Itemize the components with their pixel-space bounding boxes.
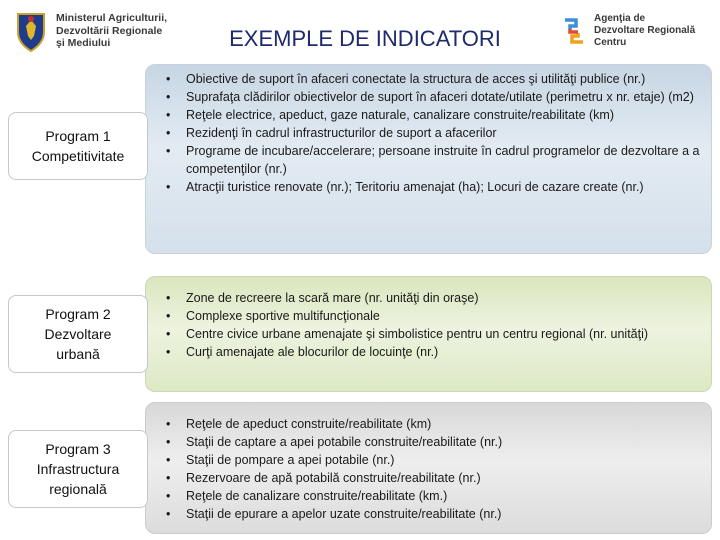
program-row-1 <box>0 64 720 254</box>
indicator-list-1 <box>166 70 706 196</box>
list-item: • Reţele electrice, apeduct, gaze naturale, canalizare construite/reabilitate (km) <box>166 106 706 124</box>
program-3-name-line-2: Infrastructura <box>36 461 120 477</box>
indicator-list-2 <box>166 289 706 361</box>
program-1-name-line-2: Competitivitate <box>31 148 125 164</box>
agency-name-line-2: Dezvoltare Regională <box>594 25 696 36</box>
ministry-name-line-3: şi Mediului <box>56 37 111 50</box>
program-1-name-line-1: Program 1 <box>45 128 111 144</box>
program-2-name-line-1: Program 2 <box>45 306 111 322</box>
page-title: EXEMPLE DE INDICATORI <box>229 26 501 51</box>
list-item: • Curţi amenajate ale blocurilor de locuinţe (nr.) <box>166 343 706 361</box>
indicator-list-3 <box>166 415 706 523</box>
program-2-name-line-3: urbană <box>56 346 100 362</box>
agency-name-line-3: Centru <box>594 37 627 48</box>
ministry-name-line-1: Ministerul Agriculturii, <box>56 12 168 25</box>
list-item: • Staţii de epurare a apelor uzate construite/reabilitate (nr.) <box>166 505 706 523</box>
program-label-3 <box>8 430 148 508</box>
list-item: • Complexe sportive multifuncţionale <box>166 307 706 325</box>
program-3-name-line-1: Program 3 <box>45 441 111 457</box>
ministry-name-line-2: Dezvoltării Regionale <box>56 24 163 37</box>
list-item: • Programe de incubare/accelerare; persoane instruite în cadrul programelor de dezvoltare a a competenţilor (nr.) <box>166 142 706 178</box>
agency-logo <box>562 10 712 52</box>
list-item: • Staţii de captare a apei potabile construite/reabilitate (nr.) <box>166 433 706 451</box>
program-row-2 <box>0 276 720 392</box>
list-item: • Suprafaţa clădirilor obiectivelor de suport în afaceri dotate/utilate (perimetru x nr. etaje) (m2) <box>166 88 706 106</box>
program-row-3 <box>0 402 720 534</box>
program-3-name-line-3: regională <box>49 481 107 497</box>
list-item: • Reţele de canalizare construite/reabilitate (km.) <box>166 487 706 505</box>
program-label-1 <box>8 112 148 180</box>
list-item: • Reţele de apeduct construite/reabilitate (km) <box>166 415 706 433</box>
agency-name-line-1: Agenţia de <box>594 13 646 24</box>
list-item: • Obiective de suport în afaceri conectate la structura de acces şi utilităţi publice (nr.) <box>166 70 706 88</box>
list-item: • Staţii de pompare a apei potabile (nr.) <box>166 451 706 469</box>
list-item: • Atracţii turistice renovate (nr.); Teritoriu amenajat (ha); Locuri de cazare create (nr.) <box>166 178 706 196</box>
list-item: • Rezervoare de apă potabilă construite/reabilitate (nr.) <box>166 469 706 487</box>
list-item: • Centre civice urbane amenajate şi simbolistice pentru un centru regional (nr. unităţi) <box>166 325 706 343</box>
program-2-name-line-2: Dezvoltare <box>44 326 112 342</box>
agency-mark-icon <box>562 17 586 45</box>
list-item: • Rezidenţi în cadrul infrastructurilor de suport a afacerilor <box>166 124 706 142</box>
list-item: • Zone de recreere la scară mare (nr. unităţi din oraşe) <box>166 289 706 307</box>
program-label-2 <box>8 295 148 373</box>
